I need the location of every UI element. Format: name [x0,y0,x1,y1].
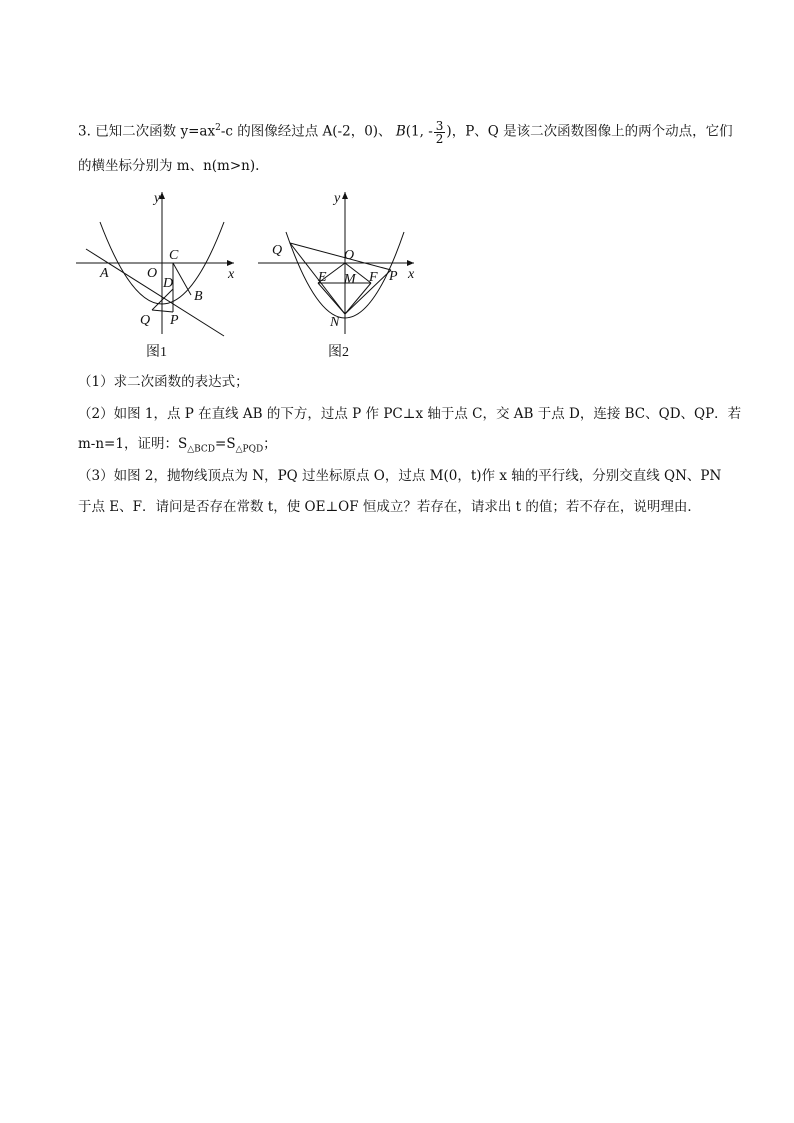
fig2-label-f: F [369,270,378,285]
subscript-bcd: △BCD [187,444,216,455]
point-b-close: ) [446,123,452,140]
part-2-text-2b: =S [215,436,236,452]
fig2-y-arrow [342,192,348,199]
problem-text-b: -c 的图像经过点 A(-2，0)、 [220,123,392,140]
part-3-text-2: 于点 E、F．请问是否存在常数 t，使 OE⊥OF 恒成立？若存在，请求出 t 的值；若不存在，说明理由． [78,499,701,515]
fig2-segment-fn [345,283,371,314]
fraction-denominator: 2 [435,131,444,146]
figure-1 [74,186,244,368]
fig1-label-o: O [147,266,158,281]
fig2-label-n: N [330,315,340,330]
fig1-line-ab [86,249,224,336]
figure-2-svg [256,186,426,364]
part-2-text-2a: m-n=1，证明：S [78,436,188,452]
fig1-label-a: A [100,266,109,281]
fig1-label-c: C [169,248,179,263]
fig1-label-b: B [194,289,203,304]
figure-1-svg [74,186,244,364]
part-2-text-1: （2）如图 1，点 P 在直线 AB 的下方，过点 P 作 PC⊥x 轴于点 C，交 AB 于点 D，连接 BC、QD、QP．若 [78,406,742,422]
part-2-line-1 [78,404,741,424]
problem-line-1 [78,118,733,145]
fraction-numerator: 3 [435,118,444,133]
fig1-label-x: x [228,267,235,282]
fig2-label-y: y [334,191,341,206]
point-b-open: (1, - [405,123,433,140]
fig2-label-o: O [344,248,355,263]
fig1-x-arrow [227,260,234,266]
fig1-label-y: y [154,191,161,206]
problem-text-c: ，P、Q 是该二次函数图像上的两个动点，它们 [451,123,733,140]
part-3-line-2 [78,497,701,517]
point-b-label: B [395,123,406,140]
part-2-line-2 [78,434,277,460]
fig2-caption: 图2 [328,345,349,360]
problem-text-line2: 的横坐标分别为 m、n(m>n). [78,158,260,174]
fig2-label-e: E [318,270,327,285]
problem-text-a: 已知二次函数 y=ax [95,123,216,140]
fig2-label-q: Q [272,243,283,258]
exponent: 2 [215,123,221,133]
fig2-label-x: x [408,267,415,282]
problem-line-2 [78,156,259,176]
part-3-line-1 [78,466,721,486]
part-3-text-1: （3）如图 2，抛物线顶点为 N，PQ 过坐标原点 O，过点 M(0，t)作 x 轴的平行线，分别交直线 QN、PN [78,468,722,484]
fig2-segment-en [318,283,345,314]
fig1-label-p: P [170,313,179,328]
fraction-three-halves [434,120,446,145]
fig1-label-q: Q [140,313,151,328]
problem-number: 3. [78,123,91,140]
fig2-label-m: M [344,272,356,287]
part-2-text-2c: ； [263,436,277,452]
part-1-text: （1）求二次函数的表达式； [78,374,249,390]
subscript-pqd: △PQD [235,444,264,455]
fig2-label-p: P [389,269,398,284]
fig1-label-d: D [163,276,174,291]
part-1 [78,372,249,392]
figure-2 [256,186,426,368]
fig1-caption: 图1 [146,345,167,360]
fig1-segment-bc [173,263,191,295]
fig2-x-arrow [407,260,414,266]
